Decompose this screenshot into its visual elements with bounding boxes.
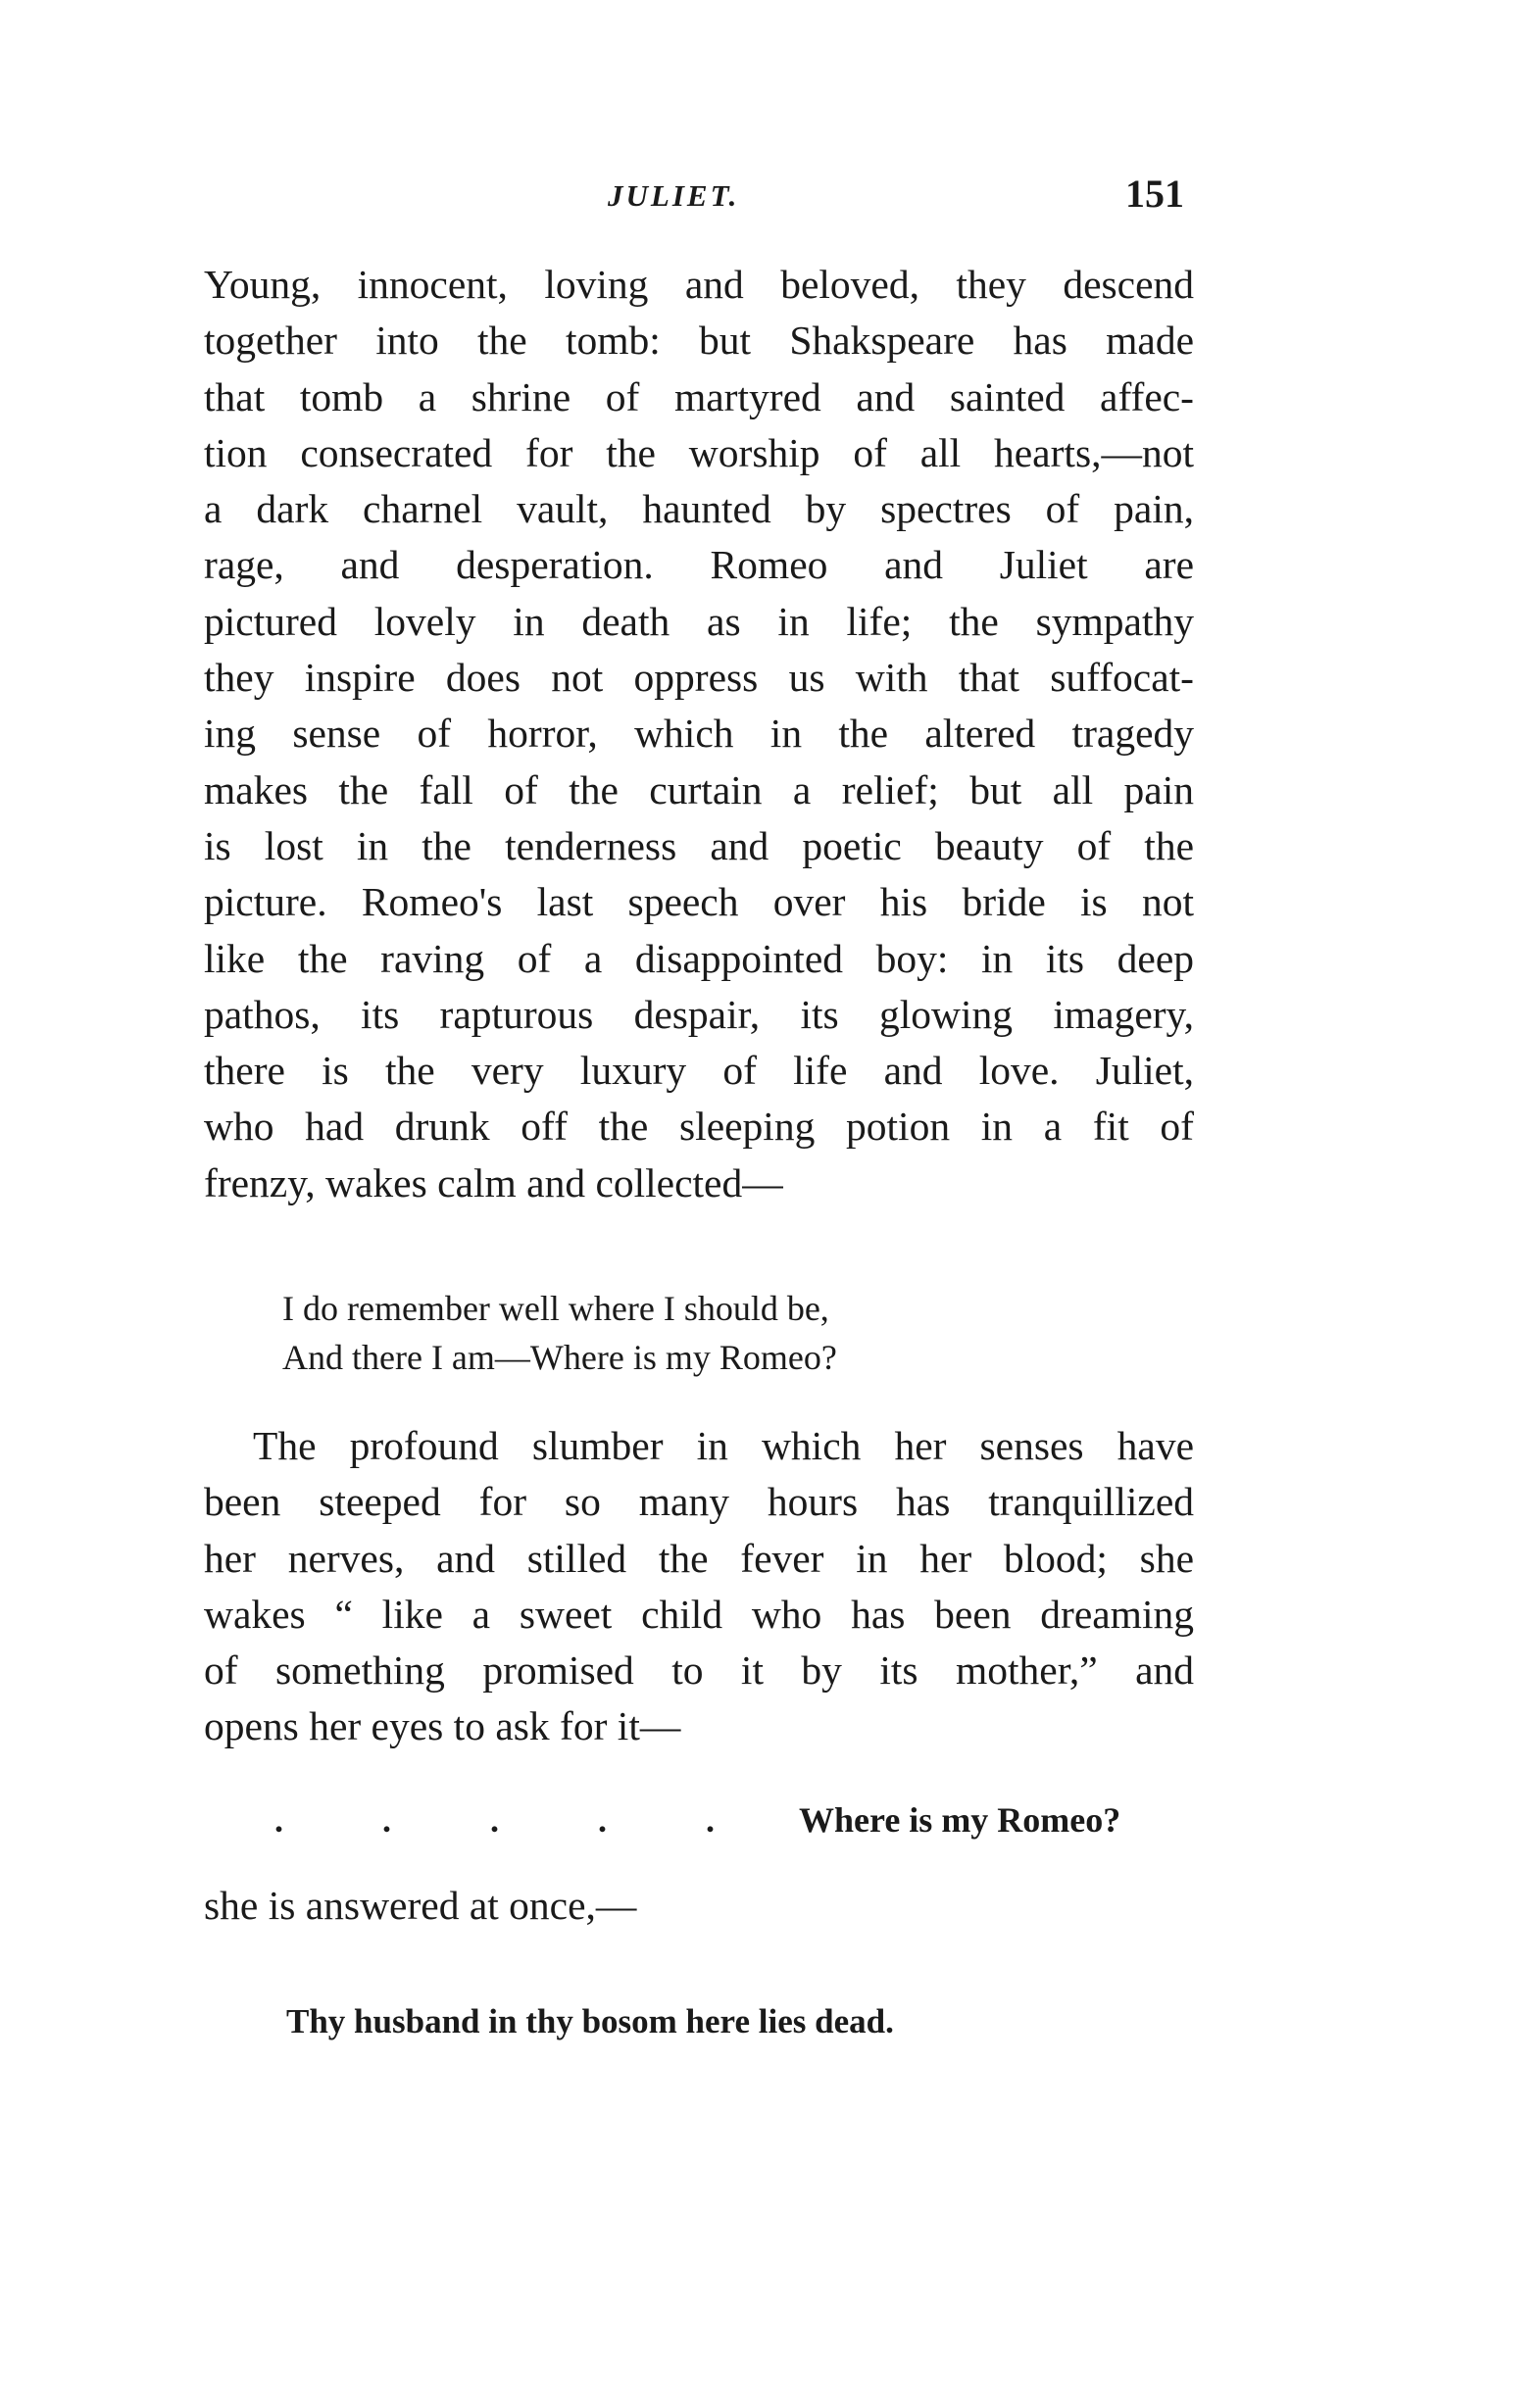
text-line: Young, innocent, loving and beloved, they descend [204, 262, 1194, 307]
text-line: that tomb a shrine of martyred and sainted affec- [204, 373, 1194, 419]
text-line: pictured lovely in death as in life; the sympathy [204, 598, 1194, 644]
text-line: pathos, its rapturous despair, its glowing imagery, [204, 991, 1194, 1037]
text-line: tion consecrated for the worship of all hearts,—not [204, 429, 1194, 475]
verse-quote-2 [274, 1795, 1121, 1844]
verse-text: Where is my Romeo? [799, 1800, 1121, 1840]
ellipsis-marks: . . . . . [274, 1800, 760, 1840]
text-line: ing sense of horror, which in the altered tragedy [204, 711, 1194, 757]
text-line: wakes “ like a sweet child who has been dreaming [204, 1591, 1194, 1637]
text-line: who had drunk off the sleeping potion in a fit of [204, 1104, 1194, 1150]
page-number: 151 [1125, 172, 1184, 216]
text-line: her nerves, and stilled the fever in her blood; she [204, 1535, 1194, 1581]
paragraph-1 [204, 257, 1194, 1211]
text-line: is lost in the tenderness and poetic beauty of the [204, 822, 1194, 868]
verse-line: And there I am—Where is my Romeo? [282, 1338, 837, 1377]
text-line: there is the very luxury of life and love. Juliet, [204, 1048, 1194, 1094]
paragraph-2 [204, 1418, 1194, 1755]
text-line: frenzy, wakes calm and collected— [204, 1159, 783, 1205]
verse-line: I do remember well where I should be, [282, 1289, 829, 1328]
text-line: together into the tomb: but Shakspeare has made [204, 318, 1194, 364]
text-line: The profound slumber in which her senses have [253, 1423, 1194, 1468]
verse-line: Thy husband in thy bosom here lies dead. [286, 2002, 894, 2040]
text-line: of something promised to it by its mother,” and [204, 1647, 1194, 1694]
text-line: they inspire does not oppress us with that suffocat- [204, 655, 1194, 701]
verse-line [274, 1795, 1121, 1844]
paragraph-3: she is answered at once,— [204, 1883, 637, 1928]
text-line: like the raving of a disappointed boy: in its deep [204, 935, 1194, 981]
verse-quote-3 [286, 1997, 894, 2046]
text-line: been steeped for so many hours has tranquillized [204, 1479, 1194, 1525]
text-line: opens her eyes to ask for it— [204, 1703, 681, 1749]
verse-quote-1 [282, 1284, 837, 1382]
text-line: rage, and desperation. Romeo and Juliet are [204, 542, 1194, 588]
running-head-title: JULIET. [608, 178, 740, 213]
text-line: makes the fall of the curtain a relief; but all pain [204, 766, 1194, 812]
text-line: picture. Romeo's last speech over his bride is not [204, 879, 1194, 925]
text-line: a dark charnel vault, haunted by spectres of pain, [204, 486, 1194, 532]
